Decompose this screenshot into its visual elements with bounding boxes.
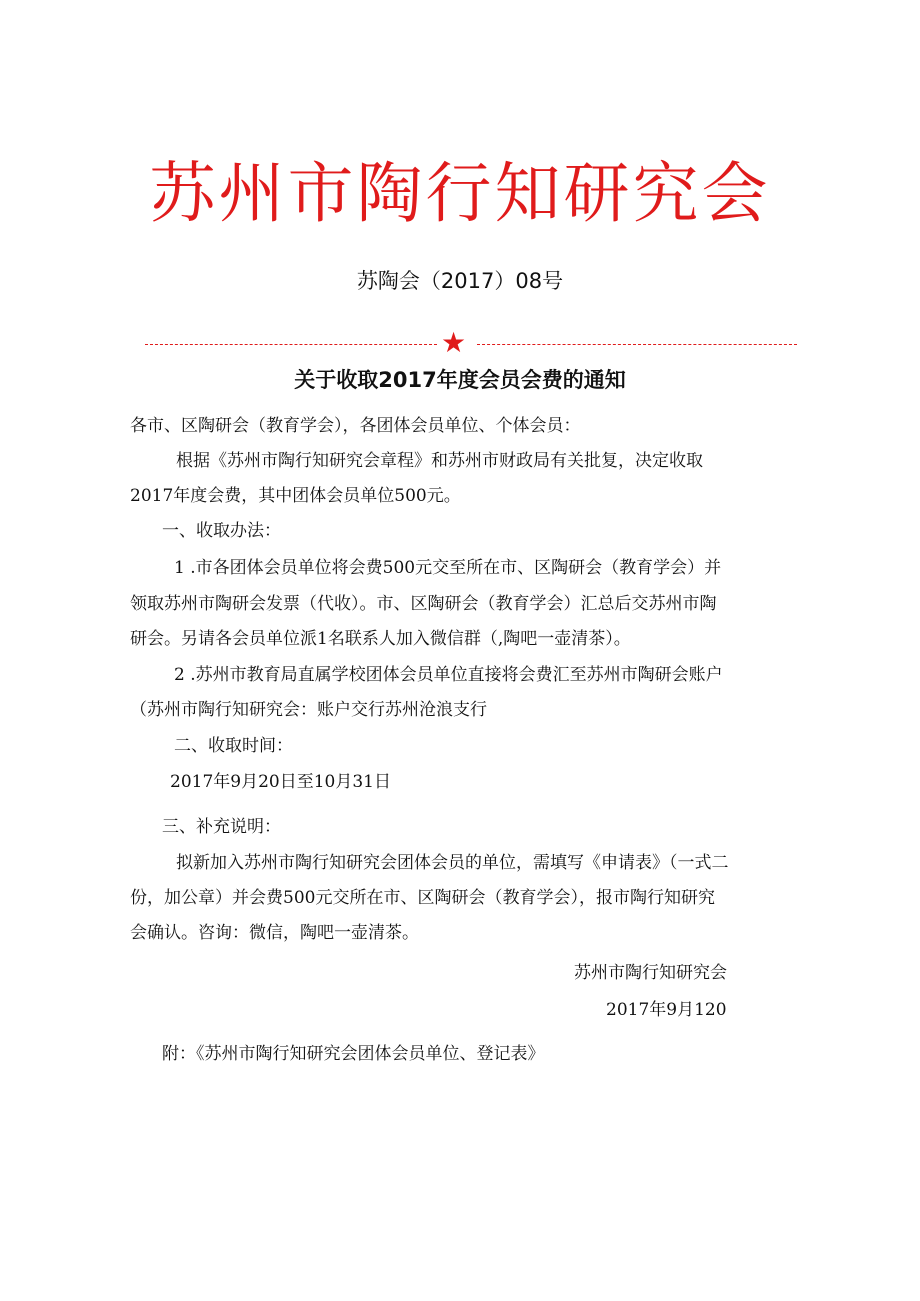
body-line: 份，加公章）并会费500元交所在市、区陶研会（教育学会），报市陶行知研究 — [130, 888, 715, 908]
section-heading: 二、收取时间： — [174, 736, 293, 756]
body-line: 领取苏州市陶研会发票（代收）。市、区陶研会（教育学会）汇总后交苏州市陶 — [130, 594, 717, 614]
notice-title: 关于收取2017年度会员会费的通知 — [294, 368, 626, 392]
attachment-note: 附：《苏州市陶行知研究会团体会员单位、登记表》 — [162, 1044, 545, 1064]
body-line: （苏州市陶行知研究会：账户交行苏州沧浪支行 — [130, 700, 487, 720]
red-separator — [145, 326, 797, 359]
separator-line-right — [477, 344, 797, 345]
document-number: 苏陶会（2017）08号 — [356, 269, 564, 293]
signature-organization: 苏州市陶行知研究会 — [574, 963, 727, 983]
body-line: 2 .苏州市教育局直属学校团体会员单位直接将会费汇至苏州市陶研会账户 — [174, 665, 723, 685]
addressee-line: 各市、区陶研会（教育学会），各团体会员单位、个体会员： — [130, 416, 581, 436]
body-line: 拟新加入苏州市陶行知研究会团体会员的单位，需填写《申请表》（一式二 — [176, 853, 729, 873]
section-heading: 三、补充说明： — [162, 817, 281, 837]
star-icon: ★ — [441, 326, 467, 359]
body-line: 1 .市各团体会员单位将会费500元交至所在市、区陶研会（教育学会）并 — [174, 558, 722, 578]
separator-line-left — [145, 344, 437, 345]
body-line: 2017年度会费，其中团体会员单位500元。 — [130, 486, 461, 506]
body-line: 研会。另请各会员单位派1名联系人加入微信群（,陶吧一壶清茶）。 — [130, 629, 631, 649]
collection-period: 2017年9月20日至10月31日 — [170, 772, 391, 792]
section-heading: 一、收取办法： — [162, 521, 281, 541]
body-line: 会确认。咨询：微信，陶吧一壶清茶。 — [130, 923, 419, 943]
organization-title: 苏州市陶行知研究会 — [149, 155, 771, 232]
body-line: 根据《苏州市陶行知研究会章程》和苏州市财政局有关批复，决定收取 — [176, 451, 703, 471]
signature-date: 2017年9月120 — [606, 1000, 727, 1020]
